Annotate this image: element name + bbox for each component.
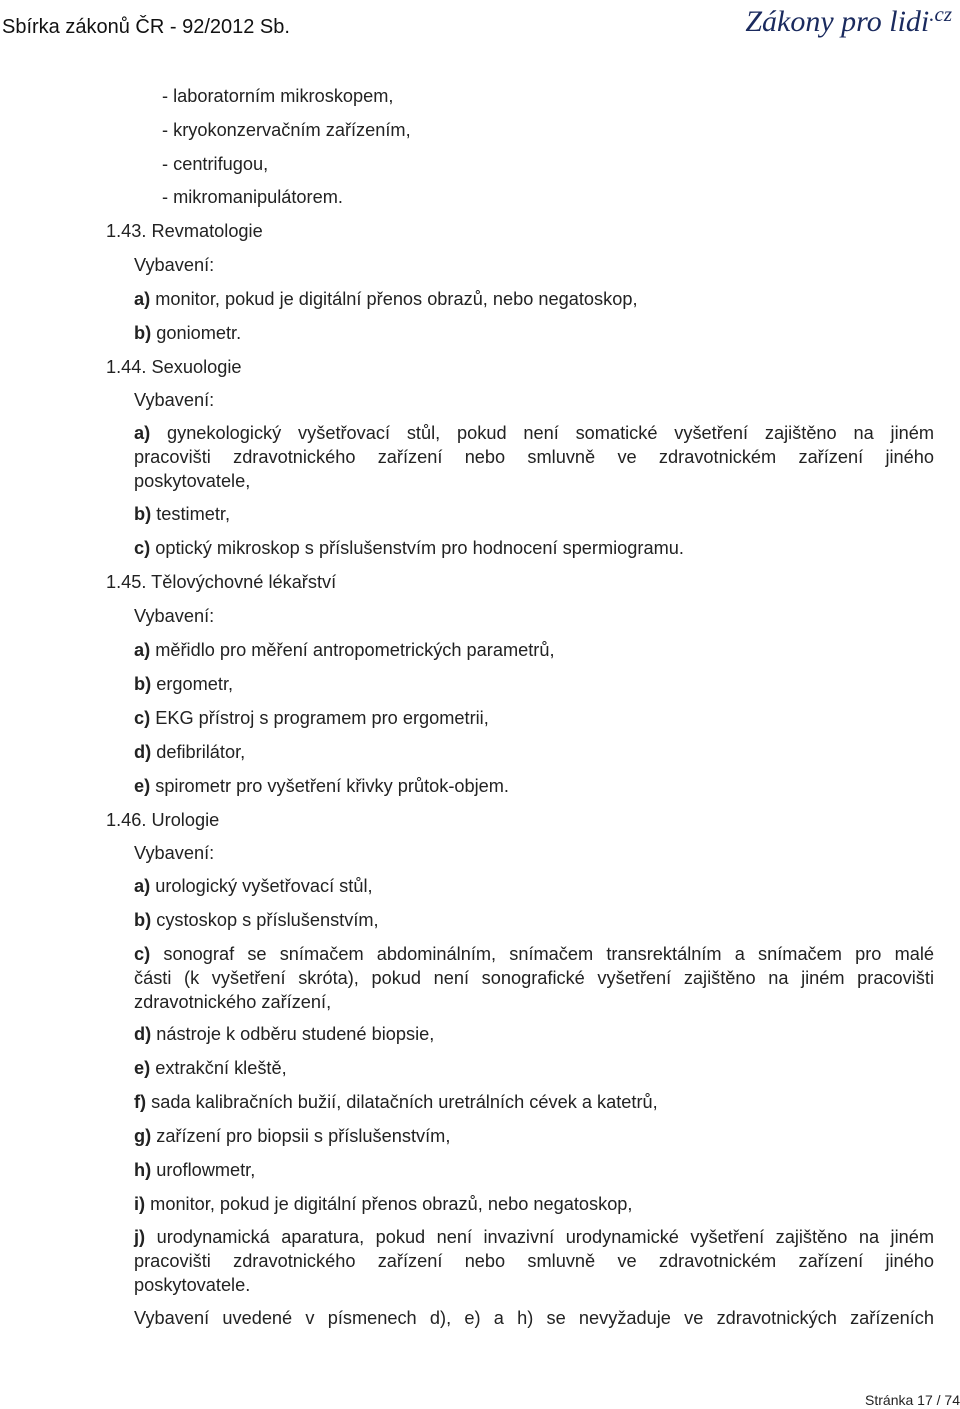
item-letter: d): [134, 1024, 152, 1044]
equipment-item: [134, 1090, 658, 1114]
section-heading: 1.44. Sexuologie: [106, 357, 242, 377]
item-letter: e): [134, 1058, 151, 1078]
item-letter: c): [134, 708, 151, 728]
item-letter: a): [134, 876, 151, 896]
equipment-label: Vybavení:: [134, 255, 215, 275]
note-line: Vybavení uvedené v písmenech d), e) a h) se nevyžaduje ve zdravotnických zařízeních: [134, 1308, 934, 1328]
item-text: extrakční kleště,: [150, 1058, 287, 1078]
equipment-item: [134, 287, 638, 311]
item-line: části (k vyšetření skróta), pokud není sonografické vyšetření zajištěno na jiném pracovišti: [134, 968, 934, 988]
equipment-item: [134, 321, 241, 345]
item-letter: g): [134, 1126, 152, 1146]
document-title: Sbírka zákonů ČR - 92/2012 Sb.: [2, 16, 290, 38]
item-letter: f): [134, 1092, 147, 1112]
equipment-item: [134, 706, 489, 730]
equipment-item: [134, 672, 233, 696]
equipment-item: [134, 421, 934, 493]
list-item: - mikromanipulátorem.: [162, 187, 343, 207]
item-letter: a): [134, 423, 151, 443]
item-letter: d): [134, 742, 152, 762]
item-line: pracovišti zdravotnického zařízení nebo smluvně ve zdravotnickém zařízení jiného: [134, 447, 934, 467]
item-line: poskytovatele,: [134, 471, 251, 491]
item-text: uroflowmetr,: [151, 1160, 256, 1180]
item-letter: j): [134, 1227, 146, 1247]
item-text: cystoskop s příslušenstvím,: [151, 910, 379, 930]
item-letter: c): [134, 538, 151, 558]
equipment-item: [134, 536, 684, 560]
item-text: sada kalibračních bužií, dilatačních uretrálních cévek a katetrů,: [146, 1092, 658, 1112]
item-line: zdravotnického zařízení,: [134, 992, 332, 1012]
item-text: EKG přístroj s programem pro ergometrii,: [150, 708, 489, 728]
item-text: měřidlo pro měření antropometrických parametrů,: [150, 640, 555, 660]
item-letter: e): [134, 776, 151, 796]
item-line: [134, 421, 934, 445]
item-text: urologický vyšetřovací stůl,: [150, 876, 373, 896]
site-logo-text: Zákony pro lidi: [745, 5, 930, 38]
note-paragraph: [134, 1306, 934, 1330]
item-line: [134, 942, 934, 966]
list-item: - laboratorním mikroskopem,: [162, 86, 394, 106]
item-text: monitor, pokud je digitální přenos obrazů, nebo negatoskop,: [150, 289, 638, 309]
section-heading: 1.45. Tělovýchovné lékařství: [106, 572, 337, 592]
item-letter: h): [134, 1160, 152, 1180]
item-line: poskytovatele.: [134, 1275, 251, 1295]
equipment-item: [134, 1225, 934, 1297]
equipment-item: [134, 874, 373, 898]
item-letter: b): [134, 504, 152, 524]
item-text: goniometr.: [151, 323, 242, 343]
equipment-item: [134, 774, 509, 798]
item-letter: c): [134, 944, 151, 964]
page-number: Stránka 17 / 74: [865, 1392, 960, 1408]
equipment-label: Vybavení:: [134, 390, 215, 410]
item-line: pracovišti zdravotnického zařízení nebo smluvně ve zdravotnickém zařízení jiného: [134, 1251, 934, 1271]
item-text: defibrilátor,: [151, 742, 246, 762]
item-letter: b): [134, 674, 152, 694]
item-letter: a): [134, 640, 151, 660]
list-item: - kryokonzervačním zařízením,: [162, 120, 411, 140]
item-line: [134, 1225, 934, 1249]
item-text: zařízení pro biopsii s příslušenstvím,: [151, 1126, 451, 1146]
equipment-item: [134, 908, 379, 932]
list-item: - centrifugou,: [162, 154, 269, 174]
item-letter: b): [134, 910, 152, 930]
site-logo-tld: .cz: [929, 2, 952, 26]
equipment-item: [134, 638, 555, 662]
section-heading: 1.43. Revmatologie: [106, 221, 263, 241]
section-heading: 1.46. Urologie: [106, 810, 220, 830]
equipment-item: [134, 1192, 632, 1216]
item-text: optický mikroskop s příslušenstvím pro hodnocení spermiogramu.: [150, 538, 684, 558]
equipment-label: Vybavení:: [134, 843, 215, 863]
item-text: sonograf se snímačem abdominálním, snímačem transrektálním a snímačem pro malé: [150, 944, 934, 964]
item-text: nástroje k odběru studené biopsie,: [151, 1024, 435, 1044]
equipment-item: [134, 1022, 434, 1046]
item-letter: i): [134, 1194, 146, 1214]
equipment-item: [134, 740, 245, 764]
equipment-item: [134, 942, 934, 1014]
item-text: ergometr,: [151, 674, 234, 694]
item-text: testimetr,: [151, 504, 231, 524]
item-letter: a): [134, 289, 151, 309]
item-text: monitor, pokud je digitální přenos obrazů, nebo negatoskop,: [145, 1194, 633, 1214]
item-text: gynekologický vyšetřovací stůl, pokud není somatické vyšetření zajištěno na jiném: [150, 423, 934, 443]
equipment-item: [134, 1158, 255, 1182]
equipment-item: [134, 1124, 450, 1148]
equipment-item: [134, 1056, 287, 1080]
item-text: spirometr pro vyšetření křivky průtok-objem.: [150, 776, 509, 796]
item-letter: b): [134, 323, 152, 343]
equipment-label: Vybavení:: [134, 606, 215, 626]
site-logo: [745, 2, 952, 39]
equipment-item: [134, 502, 230, 526]
item-text: urodynamická aparatura, pokud není invazivní urodynamické vyšetření zajištěno na jiném: [145, 1227, 934, 1247]
